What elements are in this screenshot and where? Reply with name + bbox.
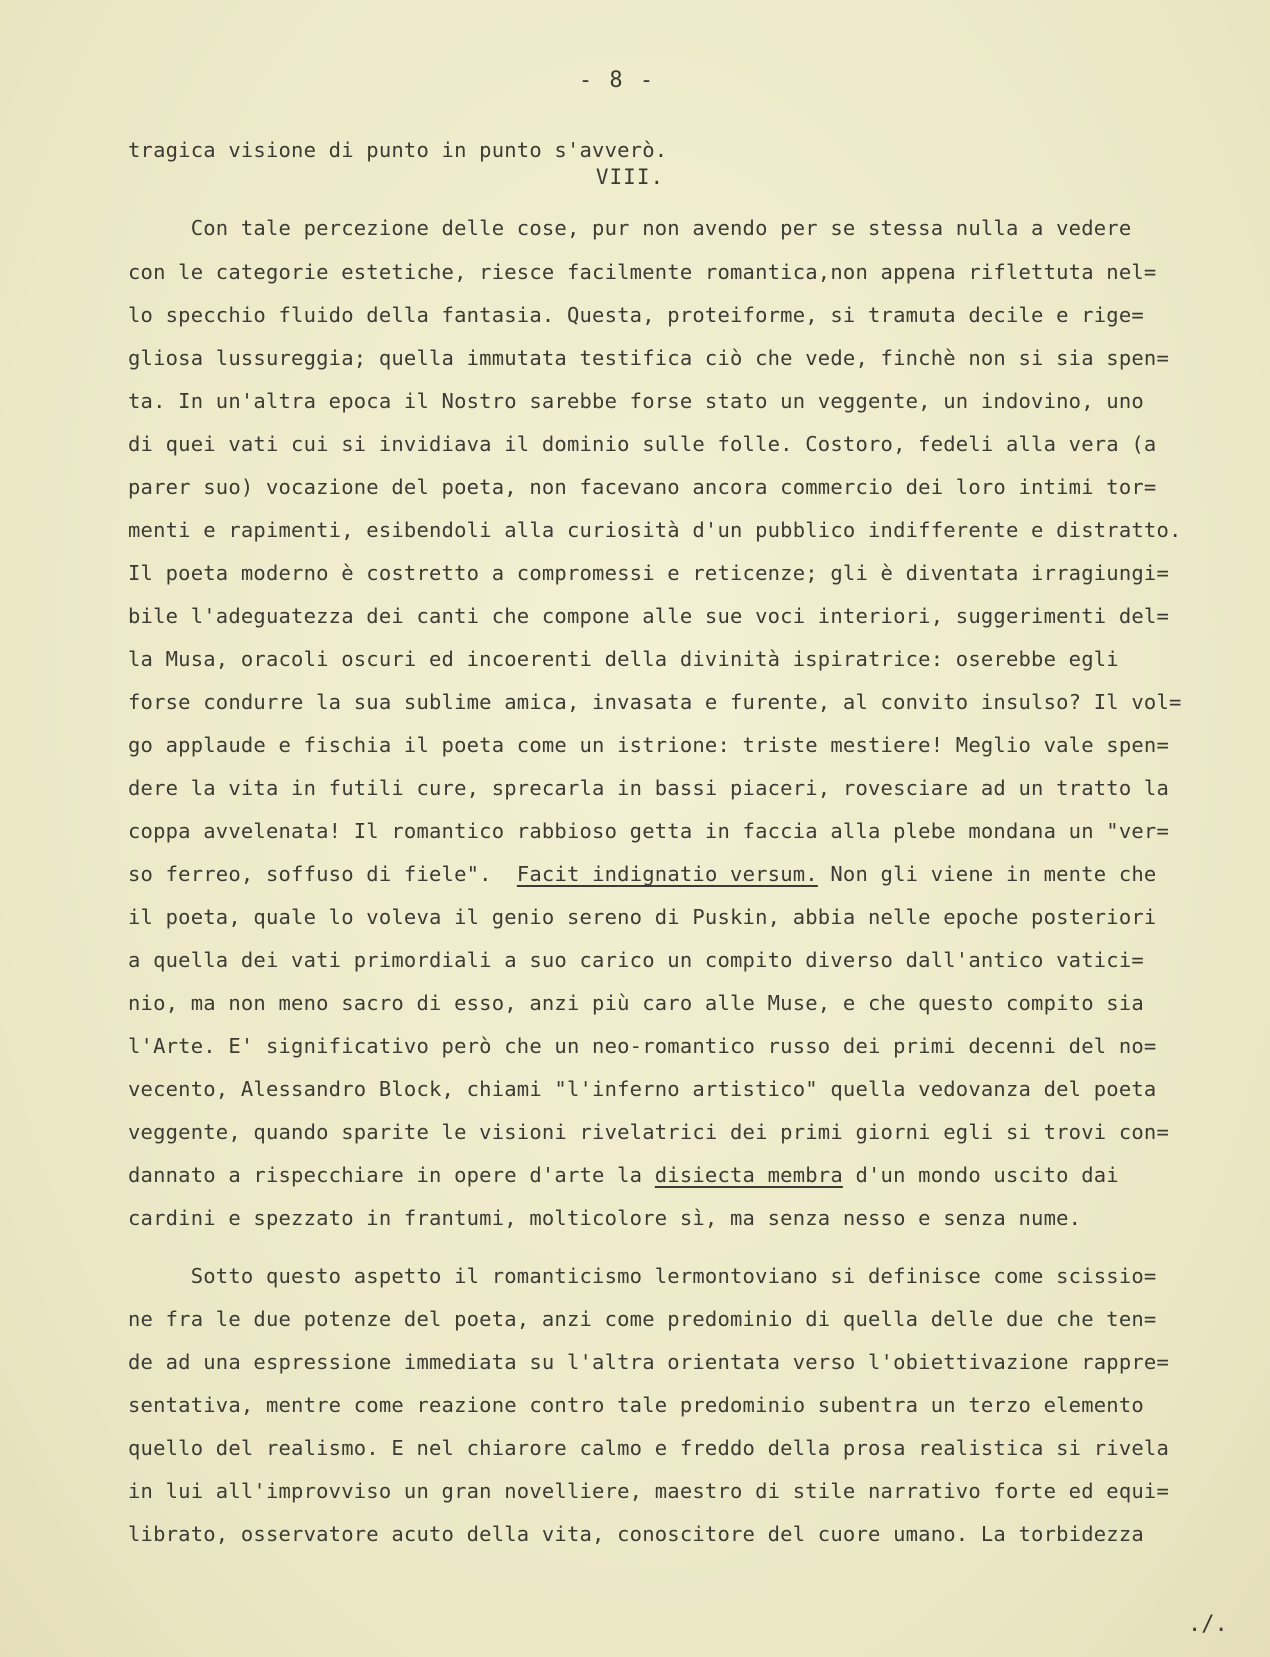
text-line: cardini e spezzato in frantumi, molticolore sì, ma senza nesso e senza nume.	[128, 1206, 1082, 1230]
text-line: in lui all'improvviso un gran novelliere, maestro di stile narrativo forte ed equi=	[128, 1479, 1169, 1503]
text-line: de ad una espressione immediata su l'altra orientata verso l'obiettivazione rappre=	[128, 1350, 1169, 1374]
text-segment: d'un mondo uscito dai	[842, 1163, 1119, 1187]
text-line: dere la vita in futili cure, sprecarla in bassi piaceri, rovesciare ad un tratto la	[128, 776, 1169, 800]
underlined-phrase: Facit indignatio versum.	[516, 862, 818, 886]
text-line: parer suo) vocazione del poeta, non facevano ancora commercio dei loro intimi tor=	[128, 475, 1157, 499]
text-line: ta. In un'altra epoca il Nostro sarebbe forse stato un veggente, un indovino, uno	[128, 389, 1144, 413]
text-line	[128, 1165, 1119, 1186]
text-line: menti e rapimenti, esibendoli alla curiosità d'un pubblico indifferente e distratto.	[128, 518, 1182, 542]
text-line: l'Arte. E' significativo però che un neo-romantico russo dei primi decenni del no=	[128, 1034, 1157, 1058]
text-line: sentativa, mentre come reazione contro tale predominio subentra un terzo elemento	[128, 1393, 1144, 1417]
text-segment: dannato a rispecchiare in opere d'arte la	[128, 1163, 655, 1187]
text-line: bile l'adeguatezza dei canti che compone alle sue voci interiori, suggerimenti del=	[128, 604, 1169, 628]
text-line: di quei vati cui si invidiava il dominio sulle folle. Costoro, fedeli alla vera (a	[128, 432, 1157, 456]
text-line: go applaude e fischia il poeta come un istrione: triste mestiere! Meglio vale spen=	[128, 733, 1169, 757]
section-heading: VIII.	[595, 165, 665, 189]
text-line: ne fra le due potenze del poeta, anzi come predominio di quella delle due che ten=	[128, 1307, 1157, 1331]
continuation-mark: ./.	[1188, 1612, 1228, 1637]
text-line: tragica visione di punto in punto s'avverò.	[128, 138, 668, 162]
text-line: Il poeta moderno è costretto a compromessi e reticenze; gli è diventata irragiungi=	[128, 561, 1169, 585]
underlined-phrase: disiecta membra	[654, 1163, 843, 1187]
text-line: Con tale percezione delle cose, pur non avendo per se stessa nulla a vedere	[128, 216, 1132, 240]
text-segment: so ferreo, soffuso di fiele".	[128, 862, 517, 886]
text-line: coppa avvelenata! Il romantico rabbioso getta in faccia alla plebe mondana un "ver=	[128, 819, 1169, 843]
text-line: quello del realismo. E nel chiarore calmo e freddo della prosa realistica si rivela	[128, 1436, 1169, 1460]
text-line: vecento, Alessandro Block, chiami "l'inferno artistico" quella vedovanza del poeta	[128, 1077, 1157, 1101]
text-line: nio, ma non meno sacro di esso, anzi più caro alle Muse, e che questo compito sia	[128, 991, 1144, 1015]
text-line: la Musa, oracoli oscuri ed incoerenti della divinità ispiratrice: oserebbe egli	[128, 647, 1119, 671]
text-line: lo specchio fluido della fantasia. Questa, proteiforme, si tramuta decile e rige=	[128, 303, 1144, 327]
text-line: gliosa lussureggia; quella immutata testifica ciò che vede, finchè non si sia spen=	[128, 346, 1169, 370]
text-line: librato, osservatore acuto della vita, conoscitore del cuore umano. La torbidezza	[128, 1522, 1144, 1546]
text-line: veggente, quando sparite le visioni rivelatrici dei primi giorni egli si trovi con=	[128, 1120, 1169, 1144]
text-line	[128, 864, 1156, 885]
page-number: - 8 -	[578, 68, 656, 93]
text-line: il poeta, quale lo voleva il genio sereno di Puskin, abbia nelle epoche posteriori	[128, 905, 1157, 929]
text-line: con le categorie estetiche, riesce facilmente romantica,non appena riflettuta nel=	[128, 260, 1157, 284]
text-segment: Non gli viene in mente che	[817, 862, 1157, 886]
text-line: a quella dei vati primordiali a suo carico un compito diverso dall'antico vatici=	[128, 948, 1144, 972]
text-line: Sotto questo aspetto il romanticismo lermontoviano si definisce come scissio=	[128, 1264, 1157, 1288]
text-line: forse condurre la sua sublime amica, invasata e furente, al convito insulso? Il vol=	[128, 690, 1182, 714]
